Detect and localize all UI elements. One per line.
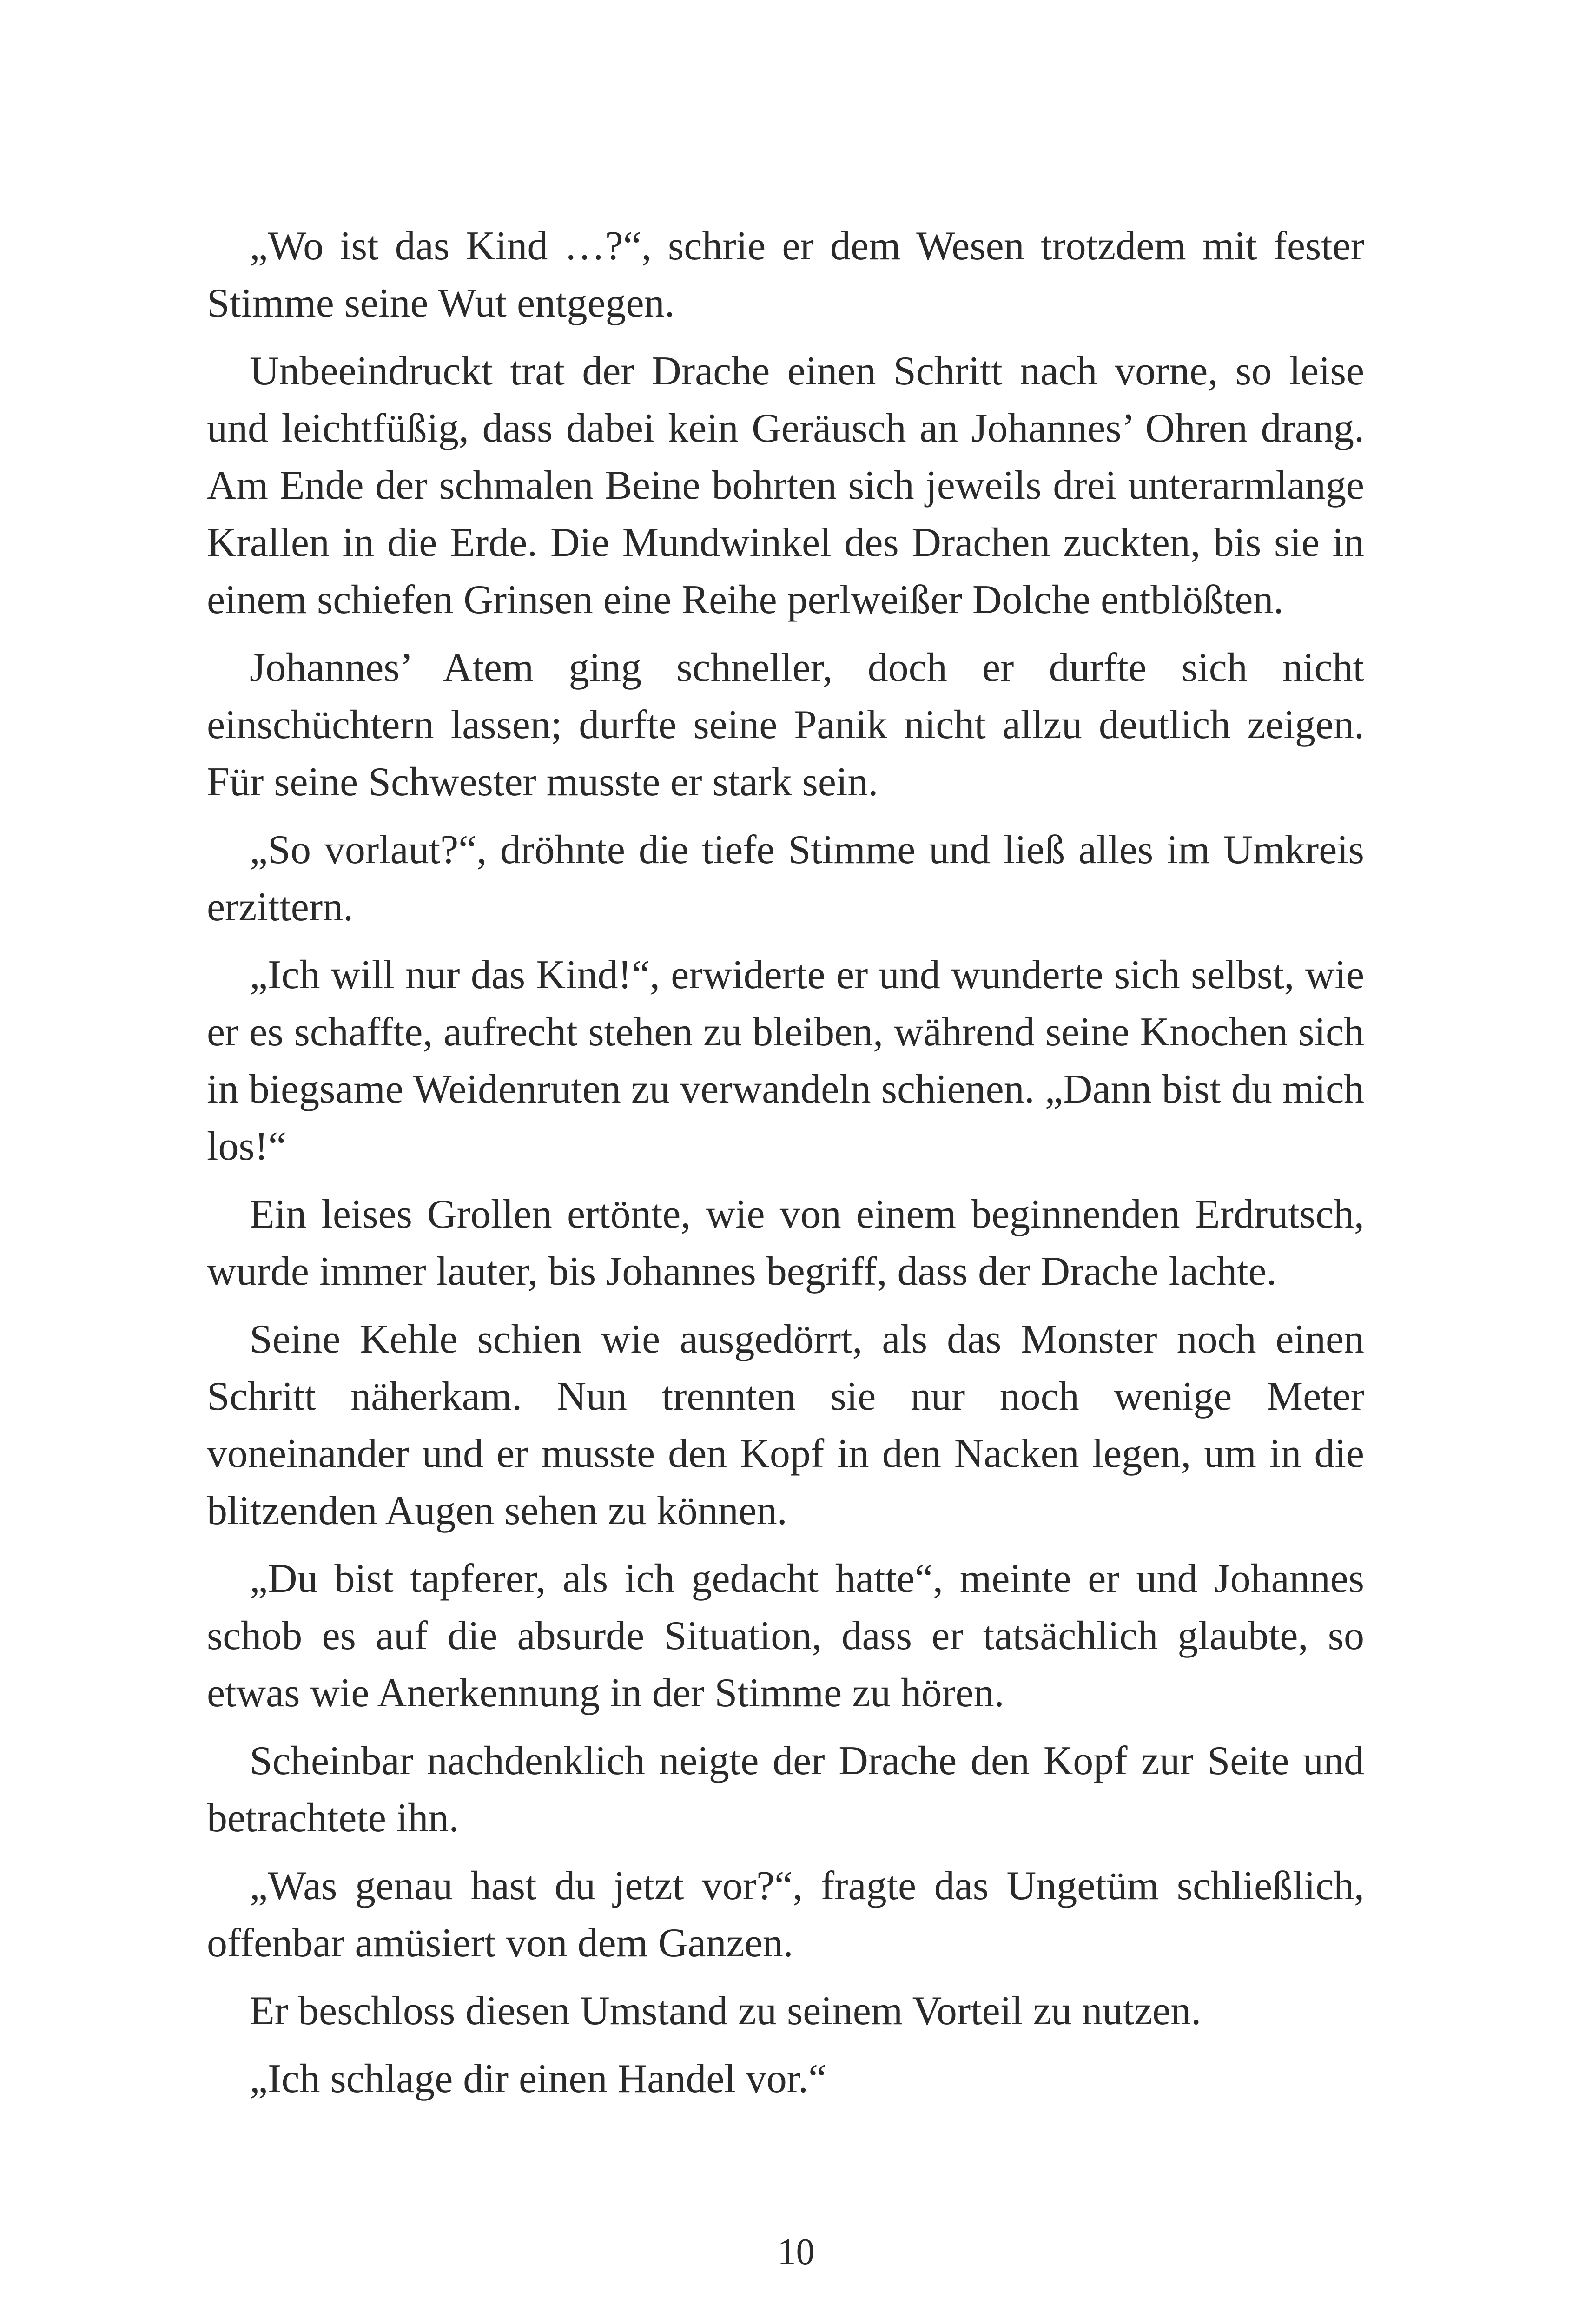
paragraph: Ein leises Grollen ertönte, wie von einem beginnenden Erdrutsch, wurde immer lauter, bis Johannes begriff, dass der Drache lachte. (207, 1192, 1364, 1294)
paragraph: Johannes’ Atem ging schneller, doch er durfte sich nicht einschüchtern lassen; durfte seine Panik nicht allzu deutlich zeigen. Für seine Schwester musste er stark sein. (207, 645, 1364, 805)
paragraph: „So vorlaut?“, dröhnte die tiefe Stimme und ließ alles im Umkreis erzittern. (207, 827, 1364, 930)
paragraph: Scheinbar nachdenklich neigte der Drache den Kopf zur Seite und betrachtete ihn. (207, 1738, 1364, 1841)
paragraph: Er beschloss diesen Umstand zu seinem Vorteil zu nutzen. (250, 1988, 1202, 2034)
paragraph: Unbeeindruckt trat der Drache einen Schritt nach vorne, so leise und leichtfüßig, dass dabei kein Geräusch an Johannes’ Ohren drang. Am Ende der schmalen Beine bohrten sich jeweils drei unterarmlange Krallen in die Erde. Die Mundwinkel des Drachen zuckten, bis sie in einem schiefen Grinsen eine Reihe perlweißer Dolche entblößten. (207, 349, 1364, 622)
page-number: 10 (777, 2232, 815, 2272)
paragraph: „Ich schlage dir einen Handel vor.“ (250, 2056, 827, 2101)
paragraph: „Du bist tapferer, als ich gedacht hatte“, meinte er und Johannes schob es auf die absurde Situation, dass er tatsächlich glaubte, so etwas wie Anerkennung in der Stimme zu hören. (207, 1556, 1364, 1716)
paragraph: „Wo ist das Kind …?“, schrie er dem Wesen trotzdem mit fester Stimme seine Wut entgegen. (207, 224, 1364, 326)
body-text (207, 218, 1364, 2118)
paragraph: Seine Kehle schien wie ausgedörrt, als das Monster noch einen Schritt näherkam. Nun trennten sie nur noch wenige Meter voneinander und er musste den Kopf in den Nacken legen, um in die blitzenden Augen sehen zu können. (207, 1317, 1364, 1533)
paragraph: „Was genau hast du jetzt vor?“, fragte das Ungetüm schließlich, offenbar amüsiert von dem Ganzen. (207, 1863, 1364, 1966)
paragraph: „Ich will nur das Kind!“, erwiderte er und wunderte sich selbst, wie er es schaffte, aufrecht stehen zu bleiben, während seine Knochen sich in biegsame Weidenruten zu verwandeln schienen. „Dann bist du mich los!“ (207, 952, 1364, 1169)
